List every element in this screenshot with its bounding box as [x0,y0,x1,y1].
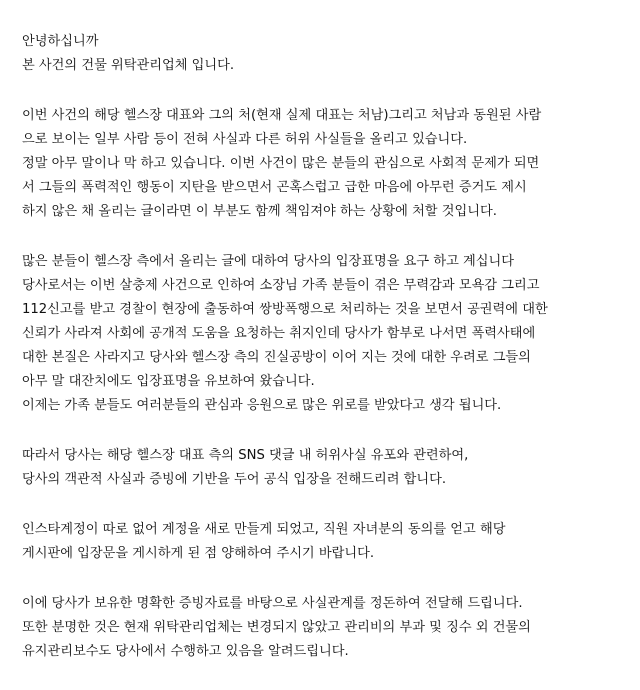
text-line: 서 그들의 폭력적인 행동이 지탄을 받으면서 곤혹스럽고 급한 마음에 아무런 증거도 제시 [22,180,527,195]
paragraph-false-claims [22,104,622,224]
text-line: 당사의 객관적 사실과 증빙에 기반을 두어 공식 입장을 전해드리려 합니다. [22,472,447,487]
text-line: 대한 본질은 사라지고 당사와 헬스장 측의 진실공방이 이어 지는 것에 대한 우려로 그들의 [22,350,531,365]
text-line: 많은 분들이 헬스장 측에서 올리는 글에 대하여 당사의 입장표명을 요구 하고 계십니다 [22,254,514,269]
text-line: 아무 말 대잔치에도 입장표명을 유보하여 왔습니다. [22,374,315,389]
text-line: 게시판에 입장문을 게시하게 된 점 양해하여 주시기 바랍니다. [22,546,375,561]
text-line: 당사로서는 이번 살충제 사건으로 인하여 소장님 가족 분들이 겪은 무력감과 모욕감 그리고 [22,278,540,293]
text-line: 112신고를 받고 경찰이 현장에 출동하여 쌍방폭행으로 처리하는 것을 보면서 공권력에 대한 [22,302,548,317]
text-line: 인스타계정이 따로 없어 계정을 새로 만들게 되었고, 직원 자녀분의 동의를 얻고 해당 [22,522,506,537]
paragraph-account-note [22,518,622,566]
text-line: 정말 아무 말이나 막 하고 있습니다. 이번 사건이 많은 분들의 관심으로 사회적 문제가 되면 [22,156,540,171]
paragraph-position-request [22,250,622,418]
text-line: 이에 당사가 보유한 명확한 증빙자료를 바탕으로 사실관계를 정돈하여 전달해 드립니다. [22,596,523,611]
text-line: 하지 않은 채 올리는 글이라면 이 부분도 함께 책임져야 하는 상황에 처할 것입니다. [22,204,497,219]
text-line: 신뢰가 사라져 사회에 공개적 도움을 요청하는 취지인데 당사가 함부로 나서면 폭력사태에 [22,326,536,341]
text-line: 이제는 가족 분들도 여러분들의 관심과 응원으로 많은 위로를 받았다고 생각 됩니다. [22,398,502,413]
statement-document [22,30,622,690]
text-line: 또한 분명한 것은 현재 위탁관리업체는 변경되지 않았고 관리비의 부과 및 징수 외 건물의 [22,620,531,635]
text-line: 본 사건의 건물 위탁관리업체 입니다. [22,58,235,73]
paragraph-official-position [22,444,622,492]
text-line: 이번 사건의 해당 헬스장 대표와 그의 처(현재 실제 대표는 처남)그리고 처남과 동원된 사람 [22,108,542,123]
paragraph-greeting [22,30,622,78]
text-line: 으로 보이는 일부 사람 등이 전혀 사실과 다른 허위 사실들을 올리고 있습니다. [22,132,468,147]
text-line: 안녕하십니까 [22,34,99,49]
paragraph-closing [22,592,622,664]
text-line: 유지관리보수도 당사에서 수행하고 있음을 알려드립니다. [22,644,349,659]
text-line: 따라서 당사는 해당 헬스장 대표 측의 SNS 댓글 내 허위사실 유포와 관련하여, [22,448,469,463]
